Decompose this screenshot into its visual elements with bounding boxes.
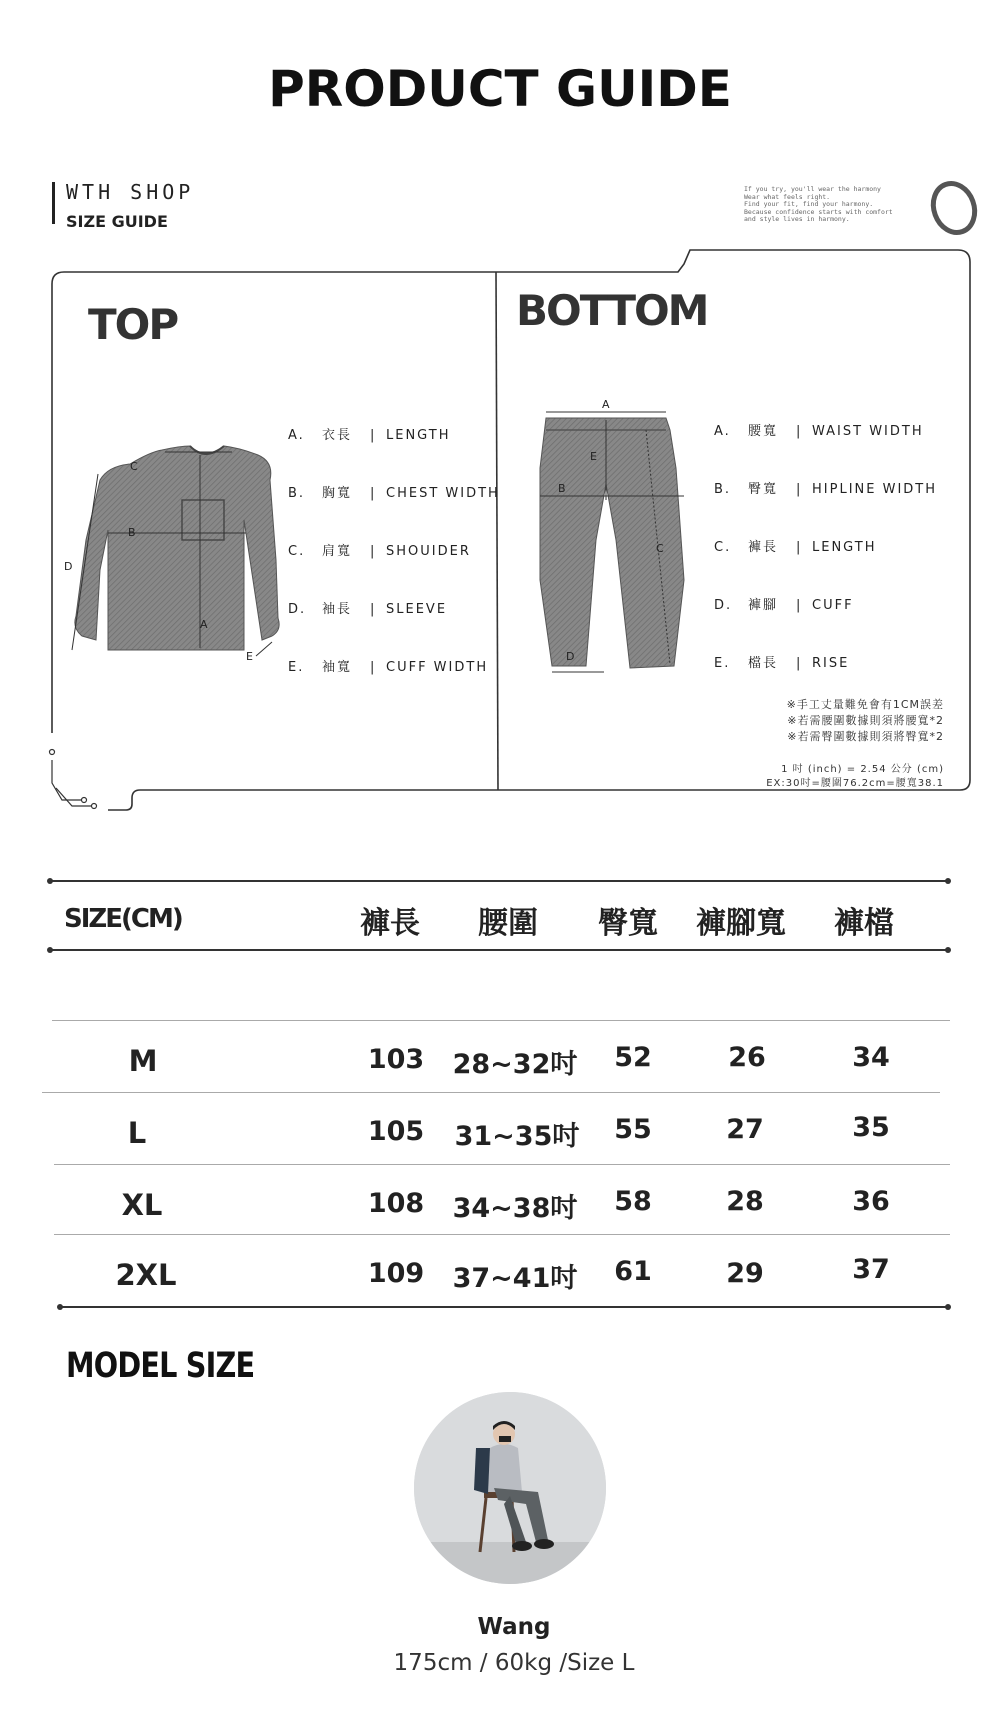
table-cell: 34 [852,1042,890,1073]
slogan-line: If you try, you'll wear the harmony [744,185,881,193]
top-label-e: E [246,650,253,663]
table-header-size: SIZE(CM) [64,904,182,934]
table-cell: 109 [367,1258,425,1289]
top-measure-row: A. 衣長 | LENGTH [288,428,451,443]
rule-dot [47,878,53,884]
table-cell-size: L [127,1116,147,1150]
bottom-label-c: C [656,542,664,555]
brand-name: WTH SHOP [66,180,195,204]
table-cell: 28~32吋 [452,1049,578,1080]
row-divider [54,1234,950,1235]
slogan-line: Find your fit, find your harmony. [744,200,874,209]
circuit-decoration [50,750,97,809]
table-top-rule [50,880,950,882]
top-label-a: A [200,618,208,631]
top-label-d: D [64,560,73,573]
rule-dot [945,1304,951,1310]
table-bottom-rule [60,1306,950,1308]
conversion-line: EX:30吋=腰圍76.2cm=腰寬38.1 [766,778,944,789]
row-divider [54,1164,950,1165]
page-title: PRODUCT GUIDE [268,60,732,118]
table-cell: 108 [367,1188,425,1219]
sweater-diagram [72,446,279,656]
model-info: 175cm / 60kg /Size L [393,1650,635,1676]
table-cell: 103 [367,1044,425,1075]
top-label-c: C [130,460,138,473]
table-cell: 37~41吋 [452,1263,578,1294]
rule-dot [47,947,53,953]
rule-dot [945,947,951,953]
table-cell: 28 [726,1186,764,1217]
note-line: ※手工丈量難免會有1CM誤差 [786,698,944,711]
table-cell: 31~35吋 [454,1121,580,1152]
top-title: TOP [88,300,178,349]
rule-dot [945,878,951,884]
table-cell: 36 [852,1186,890,1217]
table-cell: 29 [726,1258,764,1289]
table-cell: 61 [614,1256,652,1287]
table-cell: 27 [726,1114,764,1145]
slogan-line: and style lives in harmony. [744,215,850,224]
table-header-col: 臀寬 [598,906,658,941]
conversion-line: 1 吋 (inch) = 2.54 公分 (cm) [781,764,944,775]
table-header-col: 褲長 [360,906,420,941]
bottom-label-a: A [602,398,610,411]
top-measure-row: E. 袖寬 | CUFF WIDTH [288,660,489,675]
bottom-measure-row: A. 腰寬 | WAIST WIDTH [714,424,924,439]
note-line: ※若需臀圍數據則須將臀寬*2 [787,730,944,743]
table-cell: 55 [614,1114,652,1145]
slogan-line: Wear what feels right. [744,192,831,201]
table-header-col: 褲腳寬 [696,906,786,941]
model-figure-icon [414,1392,606,1584]
slogan-line: Because confidence starts with comfort [744,207,893,216]
table-header-col: 腰圍 [478,906,538,941]
bottom-title: BOTTOM [516,286,708,335]
top-measure-row: C. 肩寬 | SHOUIDER [288,544,471,559]
section-divider [496,272,498,790]
model-size-title: MODEL SIZE [66,1346,255,1386]
table-cell: 34~38吋 [452,1193,578,1224]
row-divider [42,1092,940,1093]
table-cell-size: 2XL [115,1258,177,1292]
table-cell: 105 [367,1116,425,1147]
bottom-label-e: E [590,450,597,463]
rule-dot [57,1304,63,1310]
table-cell-size: XL [121,1188,163,1222]
table-cell: 58 [614,1186,652,1217]
ring-logo-icon [927,178,982,239]
table-cell: 52 [614,1042,652,1073]
table-cell: 26 [728,1042,766,1073]
table-cell-size: M [128,1044,158,1078]
top-measure-row: D. 袖長 | SLEEVE [288,602,448,617]
table-cell: 37 [852,1254,890,1285]
row-divider [52,1020,950,1021]
bottom-label-d: D [566,650,575,663]
model-photo [414,1392,606,1584]
bottom-measure-row: E. 檔長 | RISE [714,656,850,671]
note-line: ※若需腰圍數據則須將腰寬*2 [787,714,944,727]
brand-subtitle: SIZE GUIDE [66,212,168,231]
model-name: Wang [477,1614,551,1640]
bottom-measure-row: C. 褲長 | LENGTH [714,540,877,555]
top-measure-row: B. 胸寬 | CHEST WIDTH [288,486,500,501]
bottom-label-b: B [558,482,566,495]
table-cell: 35 [852,1112,890,1143]
bottom-measure-row: B. 臀寬 | HIPLINE WIDTH [714,482,938,497]
table-header-rule [50,949,950,951]
table-header-col: 褲檔 [834,906,894,941]
top-label-b: B [128,526,136,539]
bottom-measure-row: D. 褲腳 | CUFF [714,598,854,613]
